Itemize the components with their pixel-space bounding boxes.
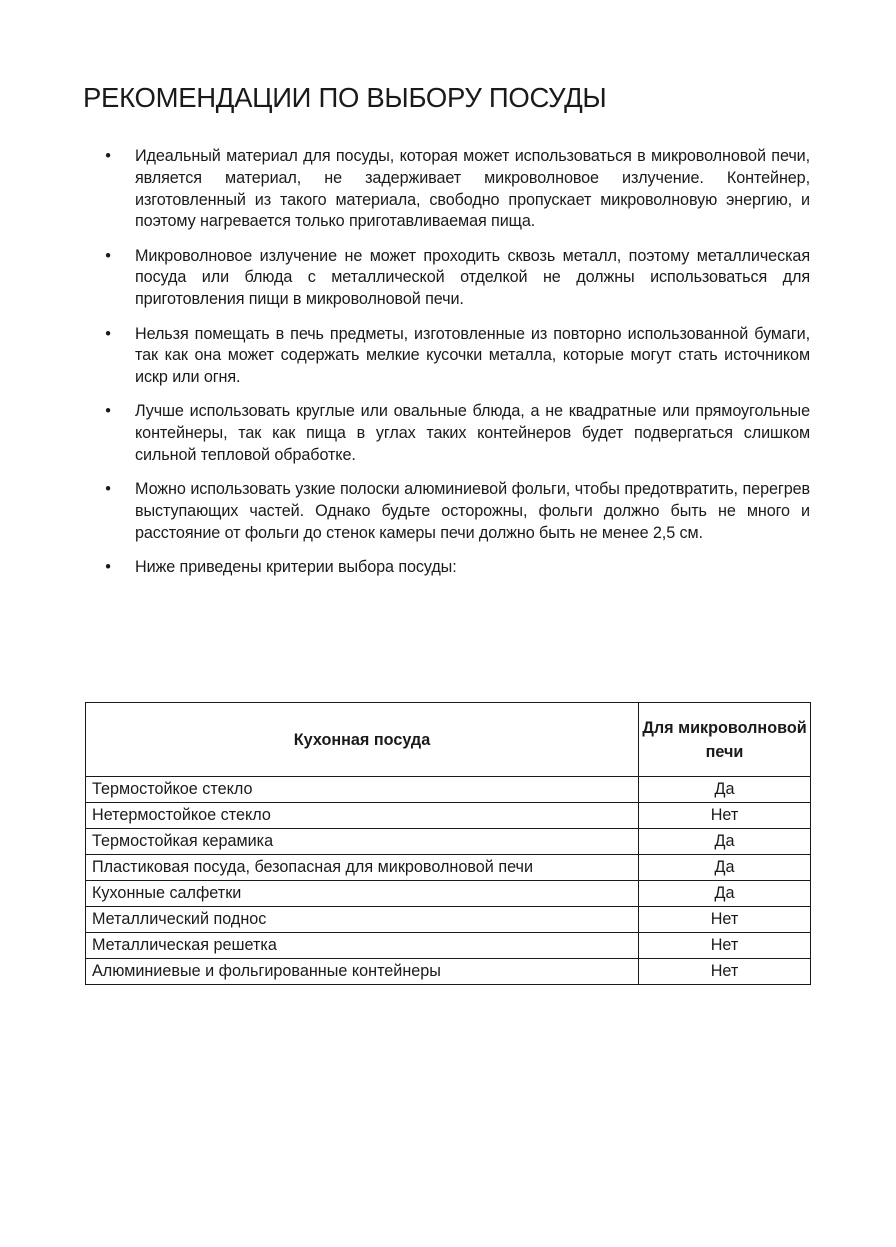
bullet-icon: •	[105, 558, 111, 577]
cookware-name: Термостойкая керамика	[86, 829, 639, 855]
cookware-name: Пластиковая посуда, безопасная для микроволновой печи	[86, 855, 639, 881]
bullet-icon: •	[105, 246, 111, 265]
list-item-text: Ниже приведены критерии выбора посуды:	[135, 558, 457, 577]
list-item-text: Идеальный материал для посуды, которая может использоваться в микроволновой печи, является материал, не задерживает микроволновое излучение. Контейнер, изготовленный из такого материала, свободно пропускает микроволновую энергию, и поэтому нагревается только приготавливаемая пища.	[135, 147, 810, 231]
list-item	[103, 401, 810, 466]
header-cookware: Кухонная посуда	[86, 703, 639, 777]
table-row	[86, 959, 811, 985]
list-item	[103, 246, 810, 311]
cookware-name: Кухонные салфетки	[86, 881, 639, 907]
list-item-text: Можно использовать узкие полоски алюминиевой фольги, чтобы предотвратить, перегрев выступающих частей. Однако будьте осторожны, фольги должно быть не много и расстояние от фольги до стенок камеры печи должно быть не менее 2,5 см.	[135, 480, 810, 542]
list-item	[103, 146, 810, 233]
table-row	[86, 881, 811, 907]
cookware-table	[85, 702, 811, 985]
table-row	[86, 933, 811, 959]
microwave-suitability: Да	[639, 855, 811, 881]
table-row	[86, 829, 811, 855]
table-header-row	[86, 703, 811, 777]
cookware-name: Металлический поднос	[86, 907, 639, 933]
header-microwave: Для микроволновой печи	[639, 703, 811, 777]
microwave-suitability: Нет	[639, 907, 811, 933]
table-row	[86, 777, 811, 803]
bullet-icon: •	[105, 480, 111, 499]
cookware-name: Алюминиевые и фольгированные контейнеры	[86, 959, 639, 985]
list-item	[103, 557, 810, 579]
list-item	[103, 324, 810, 389]
microwave-suitability: Да	[639, 777, 811, 803]
table-row	[86, 855, 811, 881]
bullet-icon: •	[105, 324, 111, 343]
bullet-icon: •	[105, 147, 111, 165]
cookware-name: Термостойкое стекло	[86, 777, 639, 803]
table-row	[86, 803, 811, 829]
microwave-suitability: Да	[639, 881, 811, 907]
microwave-suitability: Нет	[639, 933, 811, 959]
list-item-text: Нельзя помещать в печь предметы, изготовленные из повторно использованной бумаги, так как она может содержать мелкие кусочки металла, которые могут стать источником искр или огня.	[135, 324, 810, 387]
cookware-name: Нетермостойкое стекло	[86, 803, 639, 829]
list-item-text: Лучше использовать круглые или овальные блюда, а не квадратные или прямоугольные контейнеры, так как пища в углах таких контейнеров будет подвергаться слишком сильной тепловой обработке.	[135, 402, 810, 465]
recommendations-list	[103, 146, 810, 592]
microwave-suitability: Да	[639, 829, 811, 855]
page-title: РЕКОМЕНДАЦИИ ПО ВЫБОРУ ПОСУДЫ	[83, 82, 607, 113]
bullet-icon: •	[105, 402, 111, 421]
cookware-name: Металлическая решетка	[86, 933, 639, 959]
list-item	[103, 479, 810, 544]
list-item-text: Микроволновое излучение не может проходить сквозь металл, поэтому металлическая посуда или блюда с металлической отделкой не должны использоваться для приготовления пищи в микроволновой печи.	[135, 246, 810, 309]
microwave-suitability: Нет	[639, 803, 811, 829]
table-row	[86, 907, 811, 933]
microwave-suitability: Нет	[639, 959, 811, 985]
